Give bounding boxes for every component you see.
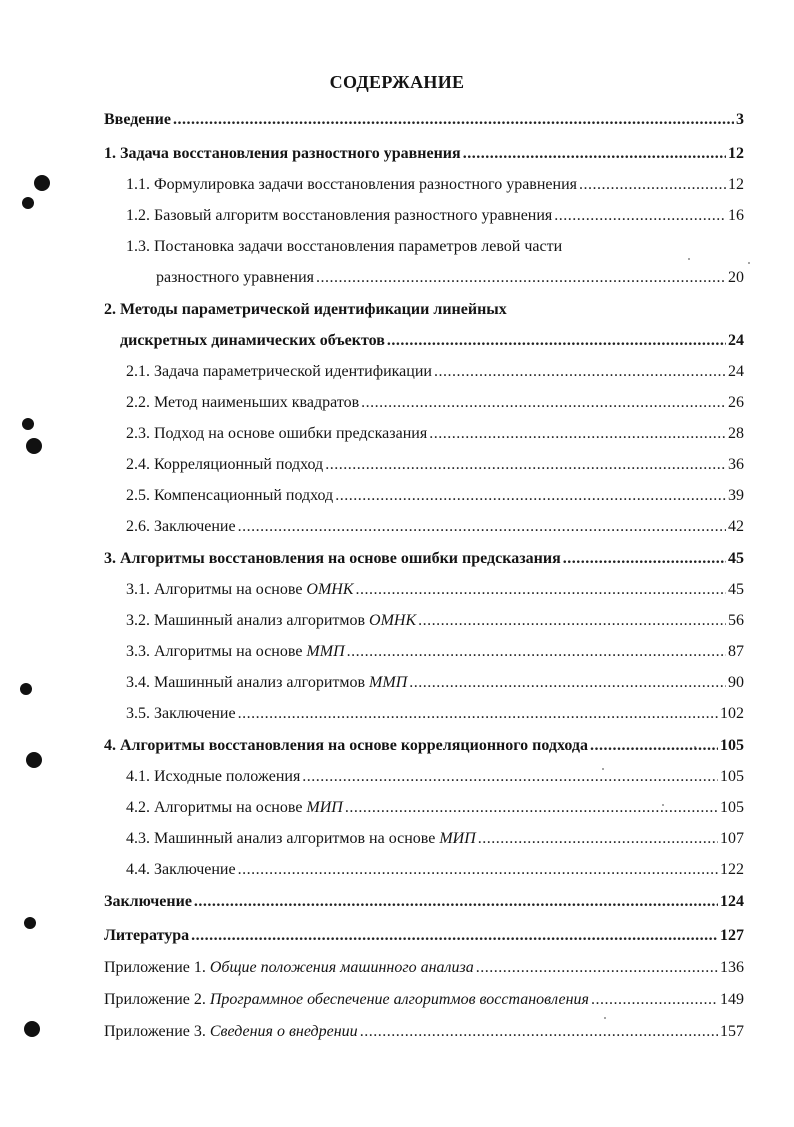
leader-dots [191,926,718,946]
toc-entry-section-2-2: 2.2. Метод наименьших квадратов ..... 26 [126,393,744,413]
toc-entry-section-4-2: 4.2. Алгоритмы на основе МИП ..... 105 [126,798,744,818]
punch-hole-mark [24,917,36,929]
leader-dots [361,393,726,413]
punch-hole-mark [20,683,32,695]
toc-entry-section-1-2: 1.2. Базовый алгоритм восстановления разностного уравнения ..... 16 [126,206,744,226]
leader-dots [579,175,726,195]
leader-dots [238,860,718,880]
toc-entry-chapter-2: дискретных динамических объектов ..... 24 [120,331,744,351]
leader-dots [335,486,726,506]
punch-hole-mark [24,1021,40,1037]
punch-hole-mark [26,438,42,454]
leader-dots [347,642,726,662]
leader-dots [590,736,718,756]
toc-entry-section-2-6: 2.6. Заключение ..... 42 [126,517,744,537]
leader-dots [463,144,726,164]
leader-dots [478,829,718,849]
leader-dots [418,611,726,631]
toc-entry-chapter-1: 1. Задача восстановления разностного уравнения ..... 12 [104,144,744,164]
toc-entry-section-1-1: 1.1. Формулировка задачи восстановления разностного уравнения ..... 12 [126,175,744,195]
leader-dots [591,990,718,1010]
toc-entry-section-2-4: 2.4. Корреляционный подход ..... 36 [126,455,744,475]
toc-entry-appendix-2: Приложение 2. Программное обеспечение алгоритмов восстановления ..... 149 [104,990,744,1010]
leader-dots [476,958,718,978]
leader-dots [360,1022,718,1042]
toc-entry-section-3-1: 3.1. Алгоритмы на основе ОМНК ..... 45 [126,580,744,600]
toc-entry-section-1-3-line1: 1.3. Постановка задачи восстановления параметров левой части [126,238,563,255]
page-title: СОДЕРЖАНИЕ [329,72,465,92]
leader-dots [387,331,726,351]
toc-entry-section-2-3: 2.3. Подход на основе ошибки предсказания ..... 28 [126,424,744,444]
leader-dots [325,455,726,475]
toc-entry-section-3-3: 3.3. Алгоритмы на основе ММП ..... 87 [126,642,744,662]
punch-hole-mark [22,197,34,209]
toc-entry-appendix-1: Приложение 1. Общие положения машинного анализа ..... 136 [104,958,744,978]
scan-speck [748,262,750,264]
leader-dots [355,580,726,600]
scan-speck [604,1017,606,1019]
leader-dots [409,673,726,693]
toc-entry-section-4-4: 4.4. Заключение ..... 122 [126,860,744,880]
toc-entry-section-1-3: разностного уравнения ..... 20 [156,268,744,288]
leader-dots [434,362,726,382]
leader-dots [173,110,734,130]
toc-entry-appendix-3: Приложение 3. Сведения о внедрении ..... 157 [104,1022,744,1042]
toc-entry-literature: Литература ..... 127 [104,926,744,946]
toc-entry-section-3-4: 3.4. Машинный анализ алгоритмов ММП ..... 90 [126,673,744,693]
punch-hole-mark [34,175,50,191]
leader-dots [554,206,726,226]
leader-dots [194,892,718,912]
scan-speck [688,258,690,260]
toc-entry-section-2-1: 2.1. Задача параметрической идентификации ..... 24 [126,362,744,382]
punch-hole-mark [26,752,42,768]
leader-dots [563,549,726,569]
toc-entry-introduction: Введение ..... 3 [104,110,744,130]
leader-dots [316,268,726,288]
toc-entry-chapter-4: 4. Алгоритмы восстановления на основе корреляционного подхода ..... 105 [104,736,744,756]
toc-entry-chapter-3: 3. Алгоритмы восстановления на основе ошибки предсказания ..... 45 [104,549,744,569]
toc-entry-section-3-2: 3.2. Машинный анализ алгоритмов ОМНК ..... 56 [126,611,744,631]
leader-dots [302,767,718,787]
toc-entry-conclusion: Заключение ..... 124 [104,892,744,912]
toc-entry-section-3-5: 3.5. Заключение ..... 102 [126,704,744,724]
leader-dots [345,798,718,818]
toc-entry-section-4-1: 4.1. Исходные положения ..... 105 [126,767,744,787]
toc-entry-section-4-3: 4.3. Машинный анализ алгоритмов на основе МИП ..... 107 [126,829,744,849]
leader-dots [429,424,726,444]
toc-entry-chapter-2-line1: 2. Методы параметрической идентификации линейных [104,301,507,318]
leader-dots [238,704,718,724]
toc-entry-section-2-5: 2.5. Компенсационный подход ..... 39 [126,486,744,506]
punch-hole-mark [22,418,34,430]
leader-dots [238,517,726,537]
